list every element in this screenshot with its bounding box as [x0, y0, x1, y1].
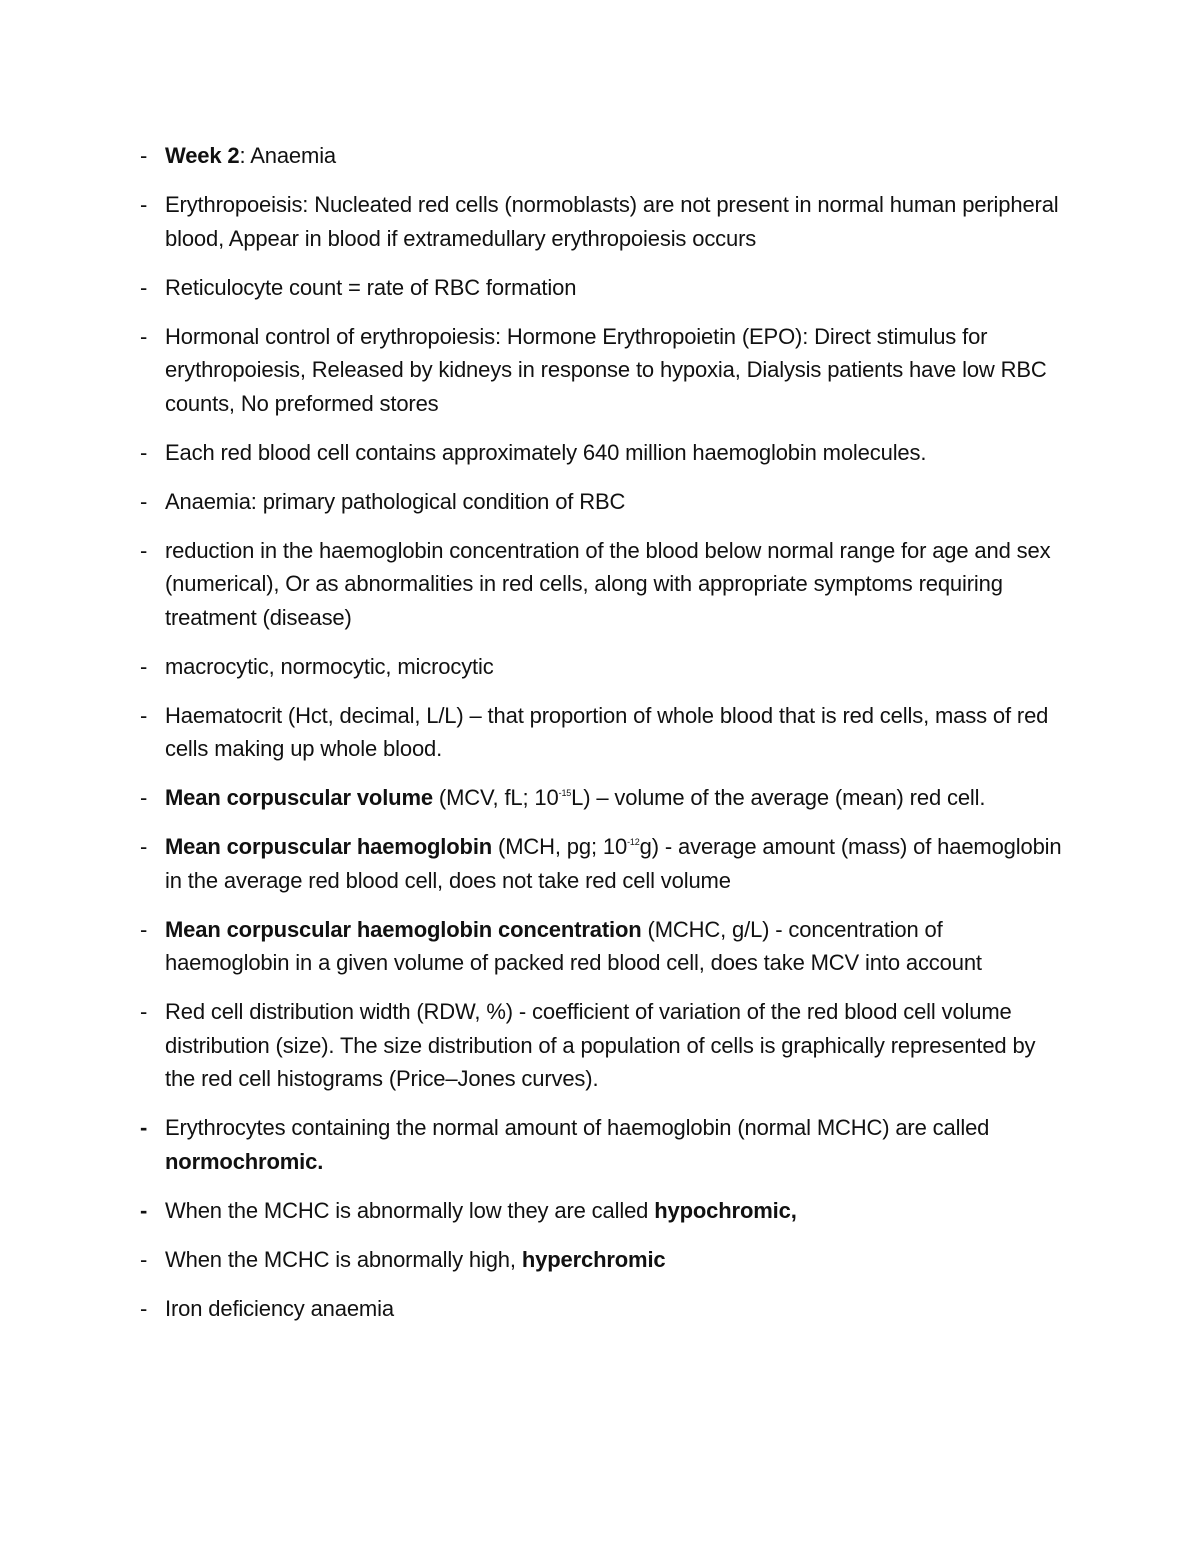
bullet: -: [140, 1246, 148, 1272]
bullet: -: [140, 192, 148, 217]
bullet: -: [140, 323, 148, 349]
item-text: reduction in the haemoglobin concentration of the blood below normal range for age and sex (numerical), Or as abnormalities in red cells, along with appropriate symptoms requiring treatment (disease): [165, 537, 1051, 630]
bullet: -: [140, 1197, 148, 1223]
item-text: (MCH, pg; 10: [492, 834, 628, 859]
term-mcv: Mean corpuscular volume: [165, 785, 433, 810]
item-text: Erythropoeisis: Nucleated red cells (normoblasts) are not present in normal human peripheral blood, Appear in blood if extramedullary erythropoiesis occurs: [165, 192, 1059, 251]
week-topic: : Anaemia: [239, 143, 337, 168]
list-item-reduction: [140, 534, 1070, 635]
bullet: -: [140, 439, 148, 465]
notes-list: [140, 139, 1070, 1341]
item-text: Each red blood cell contains approximately 640 million haemoglobin molecules.: [165, 439, 927, 465]
term-hyperchromic: hyperchromic: [521, 1246, 666, 1272]
list-item-anaemia: [140, 485, 1070, 519]
list-item-mch: [140, 830, 1070, 897]
exponent: -12: [627, 837, 640, 847]
bullet: -: [140, 1115, 148, 1140]
item-text: (MCV, fL; 10: [432, 785, 559, 810]
item-text: Red cell distribution width (RDW, %) - coefficient of variation of the red blood cell volume distribution (size). The size distribution of a population of cells is graphically represented by the red cell histograms (Price–Jones curves).: [165, 999, 1036, 1091]
list-item-mcv: [140, 781, 1070, 815]
list-item-haematocrit: [140, 699, 1070, 766]
bullet: -: [140, 916, 148, 942]
list-item-mchc: [140, 913, 1070, 980]
term-normochromic: normochromic.: [165, 1148, 324, 1174]
item-text: Erythrocytes containing the normal amount of haemoglobin (normal MCHC) are called: [165, 1115, 990, 1140]
item-text: g) - average amount (mass) of haemoglobin in the average red blood cell, does not take red cell volume: [165, 834, 1062, 893]
term-mch: Mean corpuscular haemoglobin: [165, 834, 493, 859]
list-item-reticulocyte: [140, 271, 1070, 305]
week-label: Week 2: [165, 143, 240, 168]
bullet: -: [140, 785, 148, 810]
list-item-hypochromic: [140, 1194, 1070, 1228]
term-mchc: Mean corpuscular haemoglobin concentration: [165, 916, 642, 942]
item-text: L) – volume of the average (mean) red cell.: [571, 785, 986, 810]
item-text: (MCHC, g/L) - concentration of haemoglobin in a given volume of packed red blood cell, does take MCV into account: [165, 916, 982, 975]
list-item-hyperchromic: [140, 1243, 1070, 1277]
term-hypochromic: hypochromic,: [654, 1197, 797, 1223]
item-text: Iron deficiency anaemia: [165, 1295, 394, 1321]
list-item-iron-deficiency: [140, 1292, 1070, 1326]
item-text: Hormonal control of erythropoiesis: Hormone Erythropoietin (EPO): Direct stimulus for erythropoiesis, Released by kidneys in response to hypoxia, Dialysis patients have low RBC counts, No preformed stores: [165, 323, 1047, 416]
item-text: When the MCHC is abnormally high,: [165, 1246, 522, 1272]
list-item-normochromic: [140, 1111, 1070, 1178]
item-text: When the MCHC is abnormally low they are called: [165, 1197, 655, 1223]
bullet: -: [140, 1295, 148, 1321]
list-item-haemoglobin-molecules: [140, 436, 1070, 470]
bullet: -: [140, 834, 148, 859]
bullet: -: [140, 488, 148, 514]
bullet: -: [140, 143, 148, 168]
list-item-hormonal-control: [140, 320, 1070, 421]
bullet: -: [140, 653, 148, 679]
list-item-week: [140, 139, 1070, 173]
bullet: -: [140, 702, 148, 728]
list-item-cell-size-types: [140, 650, 1070, 684]
item-text: Reticulocyte count = rate of RBC formation: [165, 274, 577, 300]
bullet: -: [140, 274, 148, 300]
item-text: macrocytic, normocytic, microcytic: [165, 653, 494, 679]
item-text: Haematocrit (Hct, decimal, L/L) – that proportion of whole blood that is red cells, mass of red cells making up whole blood.: [165, 702, 1049, 761]
item-text: Anaemia: primary pathological condition of RBC: [165, 488, 626, 514]
list-item-erythropoeisis: [140, 188, 1070, 255]
bullet: -: [140, 537, 148, 563]
bullet: -: [140, 999, 148, 1024]
list-item-rdw: [140, 995, 1070, 1096]
exponent: -15: [558, 788, 572, 798]
